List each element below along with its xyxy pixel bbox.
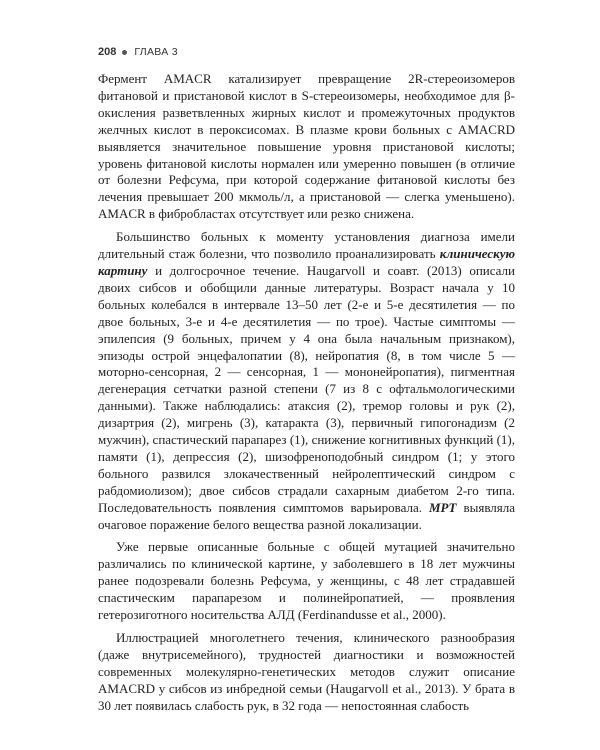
running-header (98, 46, 178, 58)
page-number: 208 (98, 46, 117, 58)
paragraph-2-text-a: Большинство больных к моменту установления диагноза имели длительный стаж болезни, что позволило проанализировать (98, 229, 515, 262)
paragraph-4: Иллюстрацией многолетнего течения, клинического разнообразия (даже внутрисемейного), трудностей диагностики и возможностей современных молекулярно-генетических методов служит описание AMACRD у сибсов из инбредной семьи (Haugarvoll et al., 2013). У брата в 30 лет появилась слабость рук, в 32 года — непостоянная слабость (98, 630, 515, 713)
bullet-icon (122, 50, 127, 55)
paragraph-1: Фермент AMACR катализирует превращение 2R-стереоизомеров фитановой и пристановой кислот в S-стереоизомеры, необходимое для β-окисления разветвленных жирных кислот и промежуточных продуктов желчных кислот в пероксисомах. В плазме крови больных с AMACRD выявляется значительное повышение уровня пристановой кислоты; уровень фитановой кислоты нормален или умеренно повышен (в отличие от болезни Рефсума, при которой содержание фитановой кислоты без лечения превышает 200 мкмоль/л, а пристановой — слегка уменьшено). AMACR в фибробластах отсутствует или резко снижена. (98, 71, 515, 222)
emphasis-mri: МРТ (429, 499, 457, 515)
body-text (98, 71, 515, 721)
paragraph-3: Уже первые описанные больные с общей мутацией значительно различались по клинической картине, у заболевшего в 18 лет мужчины ранее подозревали болезнь Рефсума, у женщины, с 48 лет страдавшей спастическим парапарезом и полинейропатией, — проявления гетерозиготного носительства АЛД (Ferdinandusse et al., 2000). (98, 539, 515, 623)
paragraph-2-text-c: выявляла очаговое поражение белого вещества разной локализации. (98, 499, 516, 532)
paragraph-2 (98, 229, 515, 533)
emphasis-clinical-picture: клиническую картину (98, 246, 515, 278)
chapter-label: ГЛАВА 3 (134, 46, 178, 58)
paragraph-2-text-b: и долгосрочное течение. Haugarvoll и соавт. (2013) описали двоих сибсов и обобщили данные литературы. Возраст начала у 10 больных колебался в интервале 13–50 лет (2-е и 5-е десятилетия — по двое больных, 3-е и 4-е десятилетия — по трое). Частые симптомы — эпилепсия (9 больных, причем у 4 она была начальным признаком), эпизоды острой энцефалопатии (8), нейропатия (8, в том числе 5 — моторно-сенсорная, 2 — сенсорная, 1 — мононейропатия), пигментная дегенерация сетчатки разной степени (7 из 8 с офтальмологическими данными). Также наблюдались: атаксия (2), тремор головы и рук (2), дизартрия (2), мигрень (3), катаракта (3), первичный гипогонадизм (2 мужчин), спастический парапарез (1), снижение когнитивных функций (1), памяти (1), депрессия (2), шизофреноподобный синдром (1; у этого больного развился злокачественный нейролептический синдром с рабдомиолизом); двое сибсов страдали сахарным диабетом 2-го типа. Последовательность появления симптомов варьировала. (98, 262, 515, 515)
